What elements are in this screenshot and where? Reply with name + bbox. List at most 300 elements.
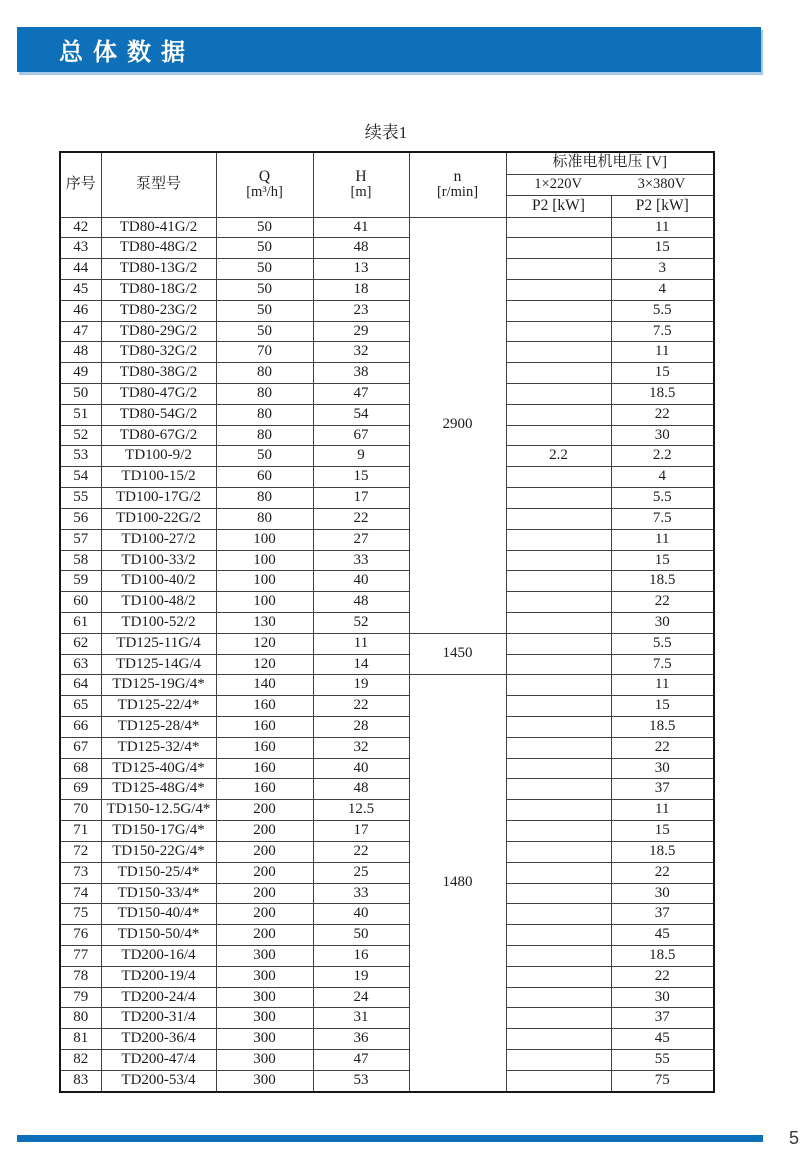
cell-p2-380: 11 (611, 675, 714, 696)
cell-q: 50 (216, 300, 313, 321)
cell-serial: 51 (60, 404, 101, 425)
cell-h: 48 (313, 592, 409, 613)
cell-p2-380: 30 (611, 758, 714, 779)
cell-h: 31 (313, 1008, 409, 1029)
cell-p2-220 (506, 467, 611, 488)
cell-h: 22 (313, 696, 409, 717)
cell-q: 100 (216, 550, 313, 571)
cell-q: 200 (216, 904, 313, 925)
cell-q: 200 (216, 841, 313, 862)
cell-serial: 53 (60, 446, 101, 467)
cell-q: 160 (216, 717, 313, 738)
cell-p2-220 (506, 945, 611, 966)
cell-q: 200 (216, 800, 313, 821)
cell-serial: 47 (60, 321, 101, 342)
cell-h: 32 (313, 342, 409, 363)
cell-model: TD80-13G/2 (101, 259, 216, 280)
cell-model: TD150-33/4* (101, 883, 216, 904)
table-row (60, 529, 714, 550)
cell-h: 28 (313, 717, 409, 738)
col-header-n (409, 152, 506, 217)
cell-serial: 49 (60, 363, 101, 384)
cell-p2-220 (506, 696, 611, 717)
cell-q: 70 (216, 342, 313, 363)
cell-serial: 62 (60, 633, 101, 654)
cell-q: 80 (216, 508, 313, 529)
cell-model: TD150-25/4* (101, 862, 216, 883)
cell-p2-380: 18.5 (611, 841, 714, 862)
h-symbol: H (355, 168, 367, 185)
cell-p2-220 (506, 1050, 611, 1071)
cell-p2-220 (506, 508, 611, 529)
cell-model: TD200-31/4 (101, 1008, 216, 1029)
cell-serial: 74 (60, 883, 101, 904)
cell-model: TD125-19G/4* (101, 675, 216, 696)
cell-model: TD150-17G/4* (101, 821, 216, 842)
cell-serial: 79 (60, 987, 101, 1008)
cell-model: TD80-23G/2 (101, 300, 216, 321)
cell-p2-220 (506, 987, 611, 1008)
cell-p2-220: 2.2 (506, 446, 611, 467)
cell-h: 27 (313, 529, 409, 550)
cell-p2-220 (506, 342, 611, 363)
cell-q: 80 (216, 404, 313, 425)
col-header-p2-380: P2 [kW] (611, 195, 714, 217)
cell-h: 29 (313, 321, 409, 342)
section-title: 总体数据 (59, 39, 195, 66)
section-header-bar (17, 27, 761, 72)
cell-p2-380: 5.5 (611, 633, 714, 654)
table-row (60, 633, 714, 654)
cell-q: 300 (216, 1050, 313, 1071)
cell-h: 50 (313, 925, 409, 946)
table-row (60, 862, 714, 883)
cell-h: 15 (313, 467, 409, 488)
cell-p2-380: 45 (611, 1029, 714, 1050)
cell-model: TD100-40/2 (101, 571, 216, 592)
table-row (60, 1070, 714, 1092)
cell-q: 160 (216, 779, 313, 800)
cell-p2-380: 18.5 (611, 945, 714, 966)
table-row (60, 904, 714, 925)
cell-serial: 42 (60, 217, 101, 238)
cell-p2-220 (506, 488, 611, 509)
cell-model: TD80-18G/2 (101, 279, 216, 300)
cell-p2-380: 4 (611, 279, 714, 300)
cell-p2-380: 30 (611, 987, 714, 1008)
cell-h: 11 (313, 633, 409, 654)
cell-h: 14 (313, 654, 409, 675)
cell-model: TD125-32/4* (101, 737, 216, 758)
cell-p2-380: 15 (611, 363, 714, 384)
cell-p2-380: 30 (611, 883, 714, 904)
cell-q: 80 (216, 488, 313, 509)
cell-h: 47 (313, 384, 409, 405)
cell-h: 22 (313, 508, 409, 529)
cell-serial: 67 (60, 737, 101, 758)
cell-serial: 73 (60, 862, 101, 883)
cell-p2-380: 7.5 (611, 321, 714, 342)
n-unit: [r/min] (436, 184, 479, 201)
cell-n-speed: 1450 (409, 633, 506, 675)
voltage-220-label: 1×220V (534, 175, 582, 192)
cell-h: 22 (313, 841, 409, 862)
cell-h: 48 (313, 779, 409, 800)
table-row (60, 779, 714, 800)
cell-h: 9 (313, 446, 409, 467)
cell-q: 300 (216, 987, 313, 1008)
cell-p2-220 (506, 925, 611, 946)
cell-q: 100 (216, 592, 313, 613)
cell-p2-380: 2.2 (611, 446, 714, 467)
cell-q: 300 (216, 1070, 313, 1092)
table-body (60, 217, 714, 1092)
cell-model: TD100-48/2 (101, 592, 216, 613)
cell-p2-220 (506, 321, 611, 342)
cell-h: 40 (313, 904, 409, 925)
cell-p2-380: 11 (611, 529, 714, 550)
cell-model: TD80-41G/2 (101, 217, 216, 238)
cell-h: 36 (313, 1029, 409, 1050)
table-row (60, 217, 714, 238)
cell-q: 50 (216, 259, 313, 280)
cell-model: TD80-29G/2 (101, 321, 216, 342)
cell-h: 12.5 (313, 800, 409, 821)
cell-serial: 55 (60, 488, 101, 509)
cell-p2-380: 3 (611, 259, 714, 280)
cell-p2-380: 11 (611, 800, 714, 821)
cell-serial: 61 (60, 612, 101, 633)
cell-h: 48 (313, 238, 409, 259)
col-header-voltage-values (506, 174, 714, 195)
cell-serial: 83 (60, 1070, 101, 1092)
cell-p2-220 (506, 1029, 611, 1050)
cell-q: 80 (216, 384, 313, 405)
cell-p2-220 (506, 363, 611, 384)
cell-model: TD200-16/4 (101, 945, 216, 966)
table-row (60, 612, 714, 633)
cell-model: TD125-22/4* (101, 696, 216, 717)
cell-serial: 75 (60, 904, 101, 925)
cell-serial: 80 (60, 1008, 101, 1029)
cell-serial: 63 (60, 654, 101, 675)
cell-model: TD200-19/4 (101, 966, 216, 987)
cell-q: 50 (216, 279, 313, 300)
cell-h: 19 (313, 675, 409, 696)
cell-model: TD200-53/4 (101, 1070, 216, 1092)
table-row (60, 821, 714, 842)
cell-model: TD100-27/2 (101, 529, 216, 550)
table-row (60, 841, 714, 862)
cell-p2-380: 15 (611, 238, 714, 259)
n-symbol: n (453, 168, 462, 185)
col-header-model: 泵型号 (101, 152, 216, 217)
table-row (60, 321, 714, 342)
cell-p2-380: 15 (611, 696, 714, 717)
table-row (60, 404, 714, 425)
cell-p2-220 (506, 529, 611, 550)
table-row (60, 675, 714, 696)
cell-q: 50 (216, 446, 313, 467)
cell-p2-380: 15 (611, 550, 714, 571)
cell-serial: 64 (60, 675, 101, 696)
cell-p2-380: 5.5 (611, 488, 714, 509)
cell-h: 41 (313, 217, 409, 238)
cell-q: 140 (216, 675, 313, 696)
cell-model: TD100-22G/2 (101, 508, 216, 529)
cell-serial: 52 (60, 425, 101, 446)
cell-p2-380: 22 (611, 862, 714, 883)
cell-model: TD80-67G/2 (101, 425, 216, 446)
cell-p2-380: 37 (611, 904, 714, 925)
cell-p2-220 (506, 279, 611, 300)
header-row-1 (60, 152, 714, 174)
cell-model: TD200-24/4 (101, 987, 216, 1008)
cell-p2-220 (506, 883, 611, 904)
col-header-p2-220: P2 [kW] (506, 195, 611, 217)
cell-p2-380: 18.5 (611, 384, 714, 405)
table-row (60, 300, 714, 321)
cell-h: 33 (313, 550, 409, 571)
col-header-serial: 序号 (60, 152, 101, 217)
cell-model: TD100-15/2 (101, 467, 216, 488)
cell-model: TD80-54G/2 (101, 404, 216, 425)
cell-p2-220 (506, 779, 611, 800)
cell-p2-220 (506, 966, 611, 987)
cell-q: 60 (216, 467, 313, 488)
q-symbol: Q (258, 168, 271, 185)
table-row (60, 654, 714, 675)
cell-q: 300 (216, 1029, 313, 1050)
cell-serial: 45 (60, 279, 101, 300)
table-row (60, 508, 714, 529)
table-row (60, 592, 714, 613)
cell-h: 17 (313, 488, 409, 509)
cell-p2-220 (506, 404, 611, 425)
cell-p2-380: 15 (611, 821, 714, 842)
cell-p2-380: 11 (611, 342, 714, 363)
table-row (60, 467, 714, 488)
cell-p2-220 (506, 300, 611, 321)
cell-serial: 68 (60, 758, 101, 779)
table-row (60, 1008, 714, 1029)
cell-p2-220 (506, 675, 611, 696)
table-row (60, 945, 714, 966)
cell-p2-220 (506, 737, 611, 758)
cell-p2-380: 11 (611, 217, 714, 238)
table-row (60, 342, 714, 363)
cell-q: 200 (216, 862, 313, 883)
cell-n-speed: 1480 (409, 675, 506, 1092)
cell-p2-380: 75 (611, 1070, 714, 1092)
table-row (60, 446, 714, 467)
cell-q: 300 (216, 945, 313, 966)
cell-q: 200 (216, 925, 313, 946)
cell-q: 120 (216, 633, 313, 654)
cell-model: TD80-48G/2 (101, 238, 216, 259)
cell-serial: 82 (60, 1050, 101, 1071)
table-row (60, 384, 714, 405)
cell-p2-380: 22 (611, 737, 714, 758)
cell-q: 120 (216, 654, 313, 675)
cell-p2-220 (506, 633, 611, 654)
cell-p2-220 (506, 425, 611, 446)
cell-p2-380: 37 (611, 779, 714, 800)
cell-h: 40 (313, 571, 409, 592)
cell-serial: 77 (60, 945, 101, 966)
col-header-voltage-group: 标准电机电压 [V] (506, 152, 714, 174)
table-row (60, 363, 714, 384)
cell-q: 100 (216, 529, 313, 550)
cell-model: TD125-48G/4* (101, 779, 216, 800)
cell-h: 24 (313, 987, 409, 1008)
cell-q: 200 (216, 821, 313, 842)
cell-p2-220 (506, 1070, 611, 1092)
table-row (60, 259, 714, 280)
h-unit: [m] (350, 184, 372, 201)
table-row (60, 238, 714, 259)
cell-model: TD100-52/2 (101, 612, 216, 633)
cell-q: 130 (216, 612, 313, 633)
cell-model: TD200-36/4 (101, 1029, 216, 1050)
cell-model: TD100-9/2 (101, 446, 216, 467)
cell-serial: 69 (60, 779, 101, 800)
cell-serial: 50 (60, 384, 101, 405)
cell-h: 16 (313, 945, 409, 966)
cell-p2-220 (506, 862, 611, 883)
pump-data-table (59, 151, 715, 1093)
table-row (60, 571, 714, 592)
cell-p2-220 (506, 654, 611, 675)
table-row (60, 279, 714, 300)
cell-model: TD200-47/4 (101, 1050, 216, 1071)
cell-model: TD150-12.5G/4* (101, 800, 216, 821)
cell-h: 54 (313, 404, 409, 425)
cell-h: 33 (313, 883, 409, 904)
voltage-380-label: 3×380V (637, 175, 686, 192)
cell-p2-380: 37 (611, 1008, 714, 1029)
cell-p2-220 (506, 592, 611, 613)
cell-q: 50 (216, 321, 313, 342)
table-row (60, 966, 714, 987)
cell-h: 32 (313, 737, 409, 758)
cell-h: 40 (313, 758, 409, 779)
cell-serial: 59 (60, 571, 101, 592)
cell-p2-220 (506, 550, 611, 571)
col-header-h (313, 152, 409, 217)
cell-model: TD150-22G/4* (101, 841, 216, 862)
cell-p2-380: 30 (611, 612, 714, 633)
table-row (60, 696, 714, 717)
cell-model: TD100-17G/2 (101, 488, 216, 509)
cell-q: 100 (216, 571, 313, 592)
cell-serial: 56 (60, 508, 101, 529)
cell-p2-380: 55 (611, 1050, 714, 1071)
cell-h: 53 (313, 1070, 409, 1092)
table-row (60, 425, 714, 446)
cell-q: 160 (216, 696, 313, 717)
table-row (60, 717, 714, 738)
cell-p2-380: 22 (611, 404, 714, 425)
cell-serial: 81 (60, 1029, 101, 1050)
table-row (60, 737, 714, 758)
cell-model: TD125-11G/4 (101, 633, 216, 654)
cell-p2-380: 45 (611, 925, 714, 946)
cell-serial: 70 (60, 800, 101, 821)
cell-p2-380: 18.5 (611, 717, 714, 738)
table-caption: 续表1 (364, 123, 408, 142)
cell-h: 13 (313, 259, 409, 280)
cell-model: TD125-28/4* (101, 717, 216, 738)
cell-h: 18 (313, 279, 409, 300)
table-row (60, 1029, 714, 1050)
page-number: 5 (788, 1128, 799, 1148)
cell-q: 160 (216, 737, 313, 758)
cell-p2-220 (506, 217, 611, 238)
cell-q: 300 (216, 1008, 313, 1029)
cell-serial: 44 (60, 259, 101, 280)
cell-q: 300 (216, 966, 313, 987)
table-row (60, 758, 714, 779)
cell-p2-380: 4 (611, 467, 714, 488)
q-unit: [m³/h] (246, 184, 283, 201)
table-row (60, 925, 714, 946)
cell-p2-380: 18.5 (611, 571, 714, 592)
cell-h: 47 (313, 1050, 409, 1071)
cell-p2-220 (506, 717, 611, 738)
cell-p2-220 (506, 904, 611, 925)
cell-q: 80 (216, 425, 313, 446)
cell-p2-220 (506, 384, 611, 405)
cell-p2-380: 22 (611, 592, 714, 613)
table-row (60, 883, 714, 904)
cell-model: TD150-40/4* (101, 904, 216, 925)
cell-p2-220 (506, 1008, 611, 1029)
table-row (60, 800, 714, 821)
table-row (60, 488, 714, 509)
cell-serial: 54 (60, 467, 101, 488)
cell-h: 19 (313, 966, 409, 987)
cell-p2-380: 7.5 (611, 508, 714, 529)
cell-serial: 57 (60, 529, 101, 550)
cell-h: 17 (313, 821, 409, 842)
cell-q: 160 (216, 758, 313, 779)
cell-h: 67 (313, 425, 409, 446)
cell-model: TD80-32G/2 (101, 342, 216, 363)
cell-serial: 72 (60, 841, 101, 862)
cell-p2-220 (506, 612, 611, 633)
cell-serial: 65 (60, 696, 101, 717)
col-header-q (216, 152, 313, 217)
table-row (60, 1050, 714, 1071)
cell-p2-380: 5.5 (611, 300, 714, 321)
cell-serial: 43 (60, 238, 101, 259)
table-row (60, 987, 714, 1008)
cell-n-speed: 2900 (409, 217, 506, 633)
cell-q: 50 (216, 238, 313, 259)
cell-model: TD100-33/2 (101, 550, 216, 571)
cell-p2-220 (506, 841, 611, 862)
cell-p2-220 (506, 821, 611, 842)
table-row (60, 550, 714, 571)
cell-p2-220 (506, 238, 611, 259)
cell-h: 23 (313, 300, 409, 321)
cell-serial: 78 (60, 966, 101, 987)
cell-serial: 71 (60, 821, 101, 842)
cell-serial: 66 (60, 717, 101, 738)
cell-q: 80 (216, 363, 313, 384)
cell-p2-380: 30 (611, 425, 714, 446)
